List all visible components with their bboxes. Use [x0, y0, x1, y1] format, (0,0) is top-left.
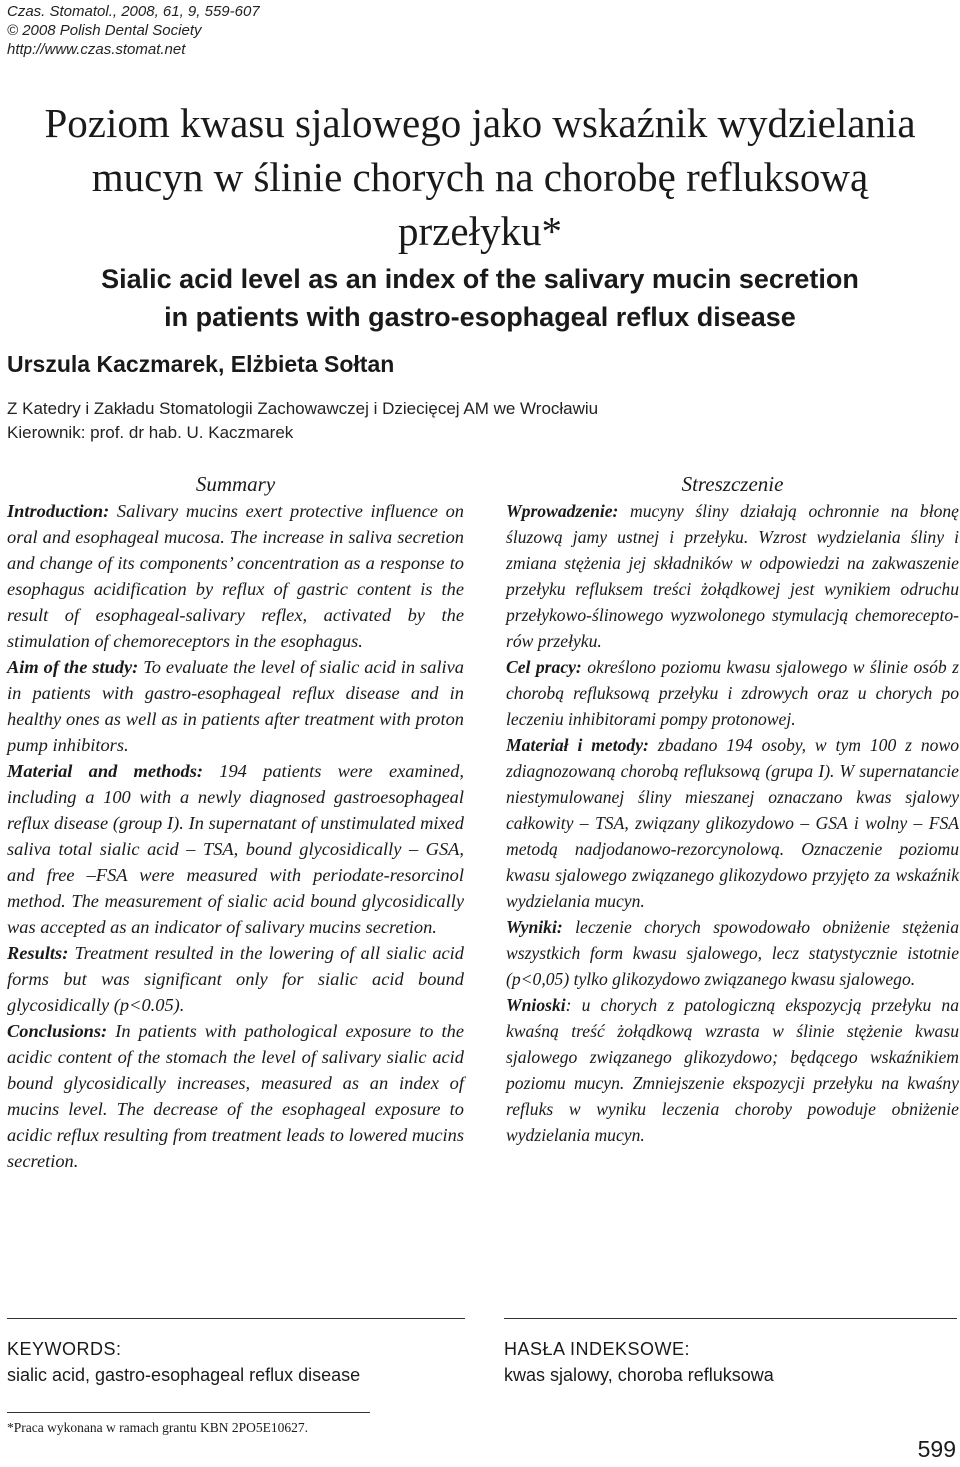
polish-title	[0, 96, 960, 258]
results-text: Treatment resulted in the lowering of all sialic acid forms but was significant only for sialic acid bound glycosidically (p<0.05).	[7, 943, 464, 1015]
streszczenie-results	[506, 914, 959, 992]
journal-url[interactable]: http://www.czas.stomat.net	[7, 41, 186, 58]
footnote-divider	[7, 1412, 370, 1413]
metody-text: zbadano 194 osoby, w tym 100 z nowo zdiagnozowaną chorobą refluksową (grupa I). W supernatancie niestymulowanej śliny mieszanej oznaczano kwas sjalowy całkowity – TSA, związany glikozydowo – GSA i wolny – FSA metodą nadjodanowo-rezorcynolową. Oznaczenie poziomu kwasu sjalowego związanego glikozydowo przyjęto za wskaźnik wydzielania mucyn.	[506, 735, 959, 911]
summary-column	[7, 470, 464, 1174]
page-number: 599	[917, 1436, 956, 1462]
aim-label: Aim of the study:	[7, 657, 139, 677]
hasla-text: kwas sjalowy, choroba refluksowa	[504, 1365, 774, 1385]
cel-pracy-label: Cel pracy:	[506, 657, 582, 677]
hasla-divider	[504, 1318, 957, 1319]
methods-label: Material and methods:	[7, 761, 204, 781]
summary-results	[7, 940, 464, 1018]
keywords-heading: KEYWORDS:	[7, 1339, 122, 1359]
results-label: Results:	[7, 943, 69, 963]
summary-conclusions	[7, 1018, 464, 1174]
streszczenie-methods	[506, 732, 959, 914]
streszczenie-heading: Streszczenie	[681, 472, 784, 496]
footnote: *Praca wykonana w ramach grantu KBN 2PO5E10627.	[7, 1420, 309, 1435]
cel-pracy-text: określono poziomu kwasu sjalowego w ślinie osób z chorobą refluksową przełyku i zdrowych oraz u chorych po leczeniu inhibitorami pompy protonowej.	[506, 657, 959, 729]
streszczenie-aim	[506, 654, 959, 732]
summary-heading: Summary	[195, 472, 276, 496]
wyniki-text: leczenie chorych spowodowało obniżenie stężenia wszystkich form kwasu sjalowego, lecz statystycznie istotnie (p<0,05) tylko glikozydowo związanego kwasu sjalowego.	[506, 917, 959, 989]
polish-title-line: przełyku*	[398, 208, 562, 254]
wprowadzenie-text: mucyny śliny działają ochronnie na błonę śluzową jamy ustnej i przełyku. Wzrost wydzielania śliny i zmiana stężenia jej składników w odpowiedzi na zakwaszenie przełyku refluksem treści żołądkowej jest wynikiem odruchu przełykowo-ślinowego wyzwolonego stymulacją chemoreceptorów przełyku.	[506, 501, 959, 651]
wprowadzenie-label: Wprowadzenie:	[506, 501, 619, 521]
introduction-text: Salivary mucins exert protective influence on oral and esophageal mucosa. The increase in saliva secretion and change of its components’ concentration as a response to esophagus acidification by reflux of gastric content is the result of esophageal-salivary reflex, activated by the stimulation of chemoreceptors in the esophagus.	[7, 501, 464, 651]
summary-aim	[7, 654, 464, 758]
keywords-divider	[7, 1318, 465, 1319]
summary-body	[7, 498, 464, 1174]
wnioski-text: : u chorych z patologiczną ekspozycją przełyku na kwaśną treść żołądkową wzrasta w ślinie stężenie kwasu sjalowego związanego glikozydowo; będącego wskaźnikiem poziomu mucyn. Zmniejszenie ekspozycji przełyku na kwaśny refluks w wyniku leczenia choroby powoduje obniżenie wydzielania mucyn.	[506, 995, 959, 1145]
english-title-line: in patients with gastro-esophageal reflux disease	[164, 302, 796, 332]
conclusions-text: In patients with pathological exposure to the acidic content of the stomach the level of salivary sialic acid bound glycosidically increases, measured as an index of mucins level. The decrease of the esophageal exposure to acidic reflux resulting from treatment leads to lowered mucins secretion.	[7, 1021, 464, 1171]
aim-text: To evaluate the level of sialic acid in saliva in patients with gastro-esophageal reflux disease and in healthy ones as well as in patients after treatment with proton pump inhibitors.	[7, 657, 464, 755]
affiliation-department: Z Katedry i Zakładu Stomatologii Zachowawczej i Dziecięcej AM we Wrocławiu	[7, 399, 599, 418]
streszczenie-conclusions	[506, 992, 959, 1148]
hasla-block	[504, 1336, 774, 1388]
wyniki-label: Wyniki:	[506, 917, 563, 937]
copyright-line: © 2008 Polish Dental Society	[7, 22, 202, 39]
hasla-heading: HASŁA INDEKSOWE:	[504, 1339, 691, 1359]
polish-title-line: mucyn w ślinie chorych na chorobę refluksową	[91, 154, 869, 200]
polish-title-line: Poziom kwasu sjalowego jako wskaźnik wydzielania	[44, 100, 916, 146]
keywords-text: sialic acid, gastro-esophageal reflux disease	[7, 1365, 361, 1385]
conclusions-label: Conclusions:	[7, 1021, 108, 1041]
authors: Urszula Kaczmarek, Elżbieta Sołtan	[7, 351, 395, 377]
english-title	[0, 260, 960, 336]
introduction-label: Introduction:	[7, 501, 110, 521]
affiliation	[7, 397, 598, 445]
streszczenie-column	[506, 470, 959, 1148]
journal-citation: Czas. Stomatol., 2008, 61, 9, 559-607	[7, 3, 260, 20]
streszczenie-introduction	[506, 498, 959, 654]
methods-text: 194 patients were examined, including a 100 with a newly diagnosed gastroesophageal reflux disease (group I). In supernatant of unstimulated mixed saliva total sialic acid – TSA, bound glycosidically – GSA, and free –FSA were measured with periodate-resorcinol method. The measurement of sialic acid bound glycosidically was accepted as an indicator of salivary mucins secretion.	[7, 761, 464, 937]
affiliation-head: Kierownik: prof. dr hab. U. Kaczmarek	[7, 423, 294, 442]
summary-introduction	[7, 498, 464, 654]
journal-header	[7, 2, 260, 59]
wnioski-label: Wnioski	[506, 995, 566, 1015]
keywords-block	[7, 1336, 360, 1388]
summary-methods	[7, 758, 464, 940]
metody-label: Materiał i metody:	[506, 735, 649, 755]
english-title-line: Sialic acid level as an index of the salivary mucin secretion	[101, 264, 859, 294]
streszczenie-body	[506, 498, 959, 1148]
